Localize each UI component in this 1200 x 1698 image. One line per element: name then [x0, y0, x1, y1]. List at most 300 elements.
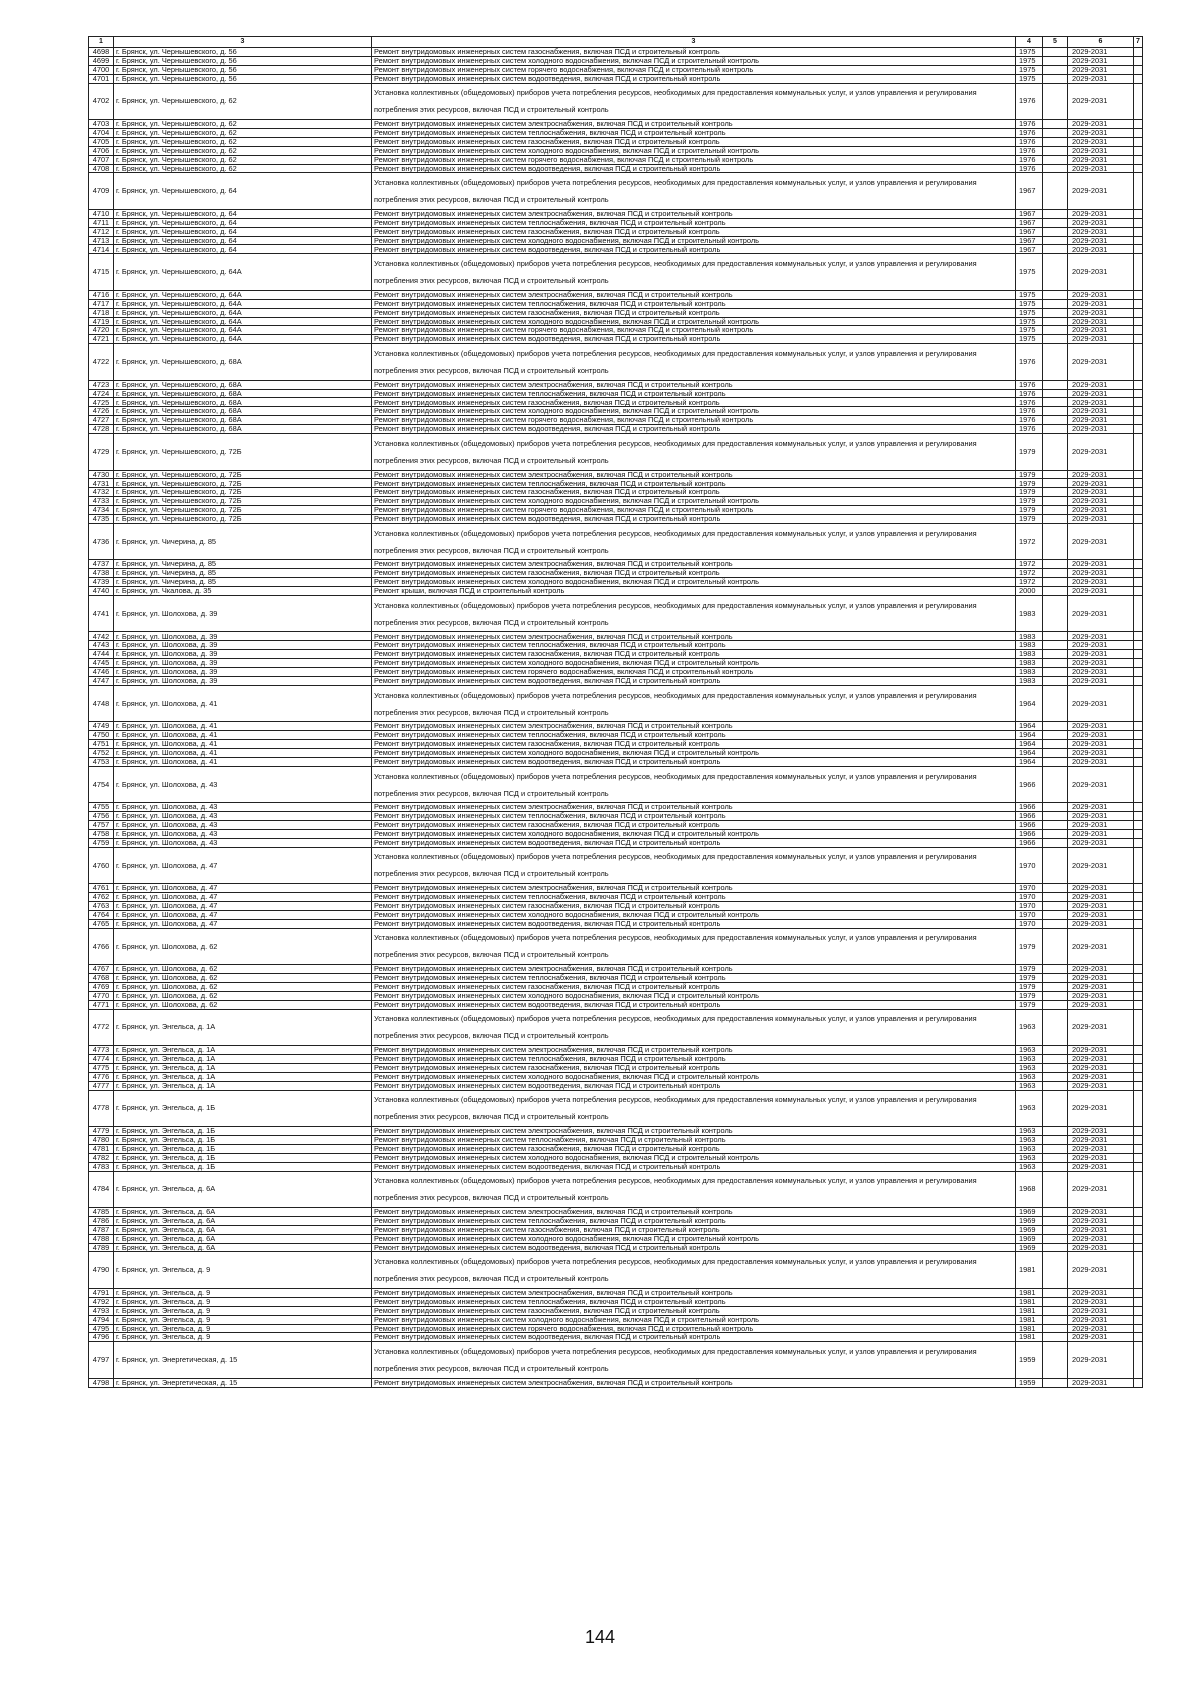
year-cell: 1963 — [1016, 1090, 1043, 1127]
empty-cell — [1043, 1297, 1068, 1306]
year-cell: 1964 — [1016, 740, 1043, 749]
empty-cell — [1043, 847, 1068, 884]
work-type-cell: Ремонт внутридомовых инженерных систем теплоснабжения, включая ПСД и строительный контроль — [372, 1055, 1016, 1064]
table-row — [89, 982, 1143, 991]
table-row — [89, 488, 1143, 497]
address-cell: г. Брянск, ул. Шолохова, д. 39 — [114, 676, 372, 685]
work-type-cell: Ремонт внутридомовых инженерных систем теплоснабжения, включая ПСД и строительный контроль — [372, 1297, 1016, 1306]
row-number-cell: 4790 — [89, 1252, 114, 1289]
period-cell: 2029-2031 — [1068, 1135, 1134, 1144]
period-cell: 2029-2031 — [1068, 1234, 1134, 1243]
note-cell — [1134, 479, 1143, 488]
note-cell — [1134, 74, 1143, 83]
year-cell: 1976 — [1016, 120, 1043, 129]
empty-cell — [1043, 74, 1068, 83]
work-type-cell: Установка коллективных (общедомовых) приборов учета потребления ресурсов, необходимых для предоставления коммунальных услуг, и узлов управления и регулирования потребления этих ресурсов, включая ПСД и строительный контроль — [372, 685, 1016, 722]
note-cell — [1134, 497, 1143, 506]
row-number-cell: 4788 — [89, 1234, 114, 1243]
address-cell: г. Брянск, ул. Чернышевского, д. 62 — [114, 137, 372, 146]
work-type-cell: Ремонт внутридомовых инженерных систем холодного водоснабжения, включая ПСД и строительный контроль — [372, 578, 1016, 587]
table-row — [89, 965, 1143, 974]
empty-cell — [1043, 829, 1068, 838]
work-type-cell: Ремонт внутридомовых инженерных систем теплоснабжения, включая ПСД и строительный контроль — [372, 974, 1016, 983]
year-cell: 1979 — [1016, 1000, 1043, 1009]
period-cell: 2029-2031 — [1068, 595, 1134, 632]
row-number-cell: 4725 — [89, 398, 114, 407]
note-cell — [1134, 164, 1143, 173]
table-row — [89, 1063, 1143, 1072]
year-cell: 1983 — [1016, 641, 1043, 650]
address-cell: г. Брянск, ул. Энгельса, д. 1А — [114, 1055, 372, 1064]
row-number-cell: 4773 — [89, 1046, 114, 1055]
period-cell: 2029-2031 — [1068, 470, 1134, 479]
year-cell: 1975 — [1016, 290, 1043, 299]
year-cell: 1972 — [1016, 569, 1043, 578]
work-type-cell: Установка коллективных (общедомовых) приборов учета потребления ресурсов, необходимых для предоставления коммунальных услуг, и узлов управления и регулирования потребления этих ресурсов, включая ПСД и строительный контроль — [372, 254, 1016, 291]
period-cell: 2029-2031 — [1068, 344, 1134, 381]
year-cell: 1966 — [1016, 829, 1043, 838]
address-cell: г. Брянск, ул. Чернышевского, д. 62 — [114, 146, 372, 155]
note-cell — [1134, 1144, 1143, 1153]
period-cell: 2029-2031 — [1068, 1162, 1134, 1171]
table-row — [89, 722, 1143, 731]
address-cell: г. Брянск, ул. Шолохова, д. 41 — [114, 757, 372, 766]
work-type-cell: Установка коллективных (общедомовых) приборов учета потребления ресурсов, необходимых для предоставления коммунальных услуг, и узлов управления и регулирования потребления этих ресурсов, включая ПСД и строительный контроль — [372, 847, 1016, 884]
table-row — [89, 380, 1143, 389]
address-cell: г. Брянск, ул. Чернышевского, д. 64 — [114, 227, 372, 236]
row-number-cell: 4716 — [89, 290, 114, 299]
note-cell — [1134, 1063, 1143, 1072]
row-number-cell: 4772 — [89, 1009, 114, 1046]
empty-cell — [1043, 803, 1068, 812]
row-number-cell: 4736 — [89, 523, 114, 560]
note-cell — [1134, 1127, 1143, 1136]
year-cell: 1967 — [1016, 236, 1043, 245]
year-cell: 1964 — [1016, 685, 1043, 722]
empty-cell — [1043, 254, 1068, 291]
work-type-cell: Ремонт внутридомовых инженерных систем горячего водоснабжения, включая ПСД и строительный контроль — [372, 326, 1016, 335]
row-number-cell: 4751 — [89, 740, 114, 749]
note-cell — [1134, 389, 1143, 398]
row-number-cell: 4760 — [89, 847, 114, 884]
address-cell: г. Брянск, ул. Чернышевского, д. 64А — [114, 290, 372, 299]
table-row — [89, 740, 1143, 749]
note-cell — [1134, 982, 1143, 991]
note-cell — [1134, 1046, 1143, 1055]
table-row — [89, 821, 1143, 830]
empty-cell — [1043, 65, 1068, 74]
row-number-cell: 4750 — [89, 731, 114, 740]
empty-cell — [1043, 146, 1068, 155]
work-type-cell: Ремонт внутридомовых инженерных систем холодного водоснабжения, включая ПСД и строительный контроль — [372, 829, 1016, 838]
address-cell: г. Брянск, ул. Чернышевского, д. 62 — [114, 155, 372, 164]
note-cell — [1134, 1081, 1143, 1090]
work-type-cell: Установка коллективных (общедомовых) приборов учета потребления ресурсов, необходимых для предоставления коммунальных услуг, и узлов управления и регулирования потребления этих ресурсов, включая ПСД и строительный контроль — [372, 83, 1016, 120]
note-cell — [1134, 722, 1143, 731]
period-cell: 2029-2031 — [1068, 1046, 1134, 1055]
year-cell: 1968 — [1016, 1171, 1043, 1208]
period-cell: 2029-2031 — [1068, 1333, 1134, 1342]
year-cell: 1970 — [1016, 847, 1043, 884]
empty-cell — [1043, 398, 1068, 407]
empty-cell — [1043, 676, 1068, 685]
work-type-cell: Ремонт внутридомовых инженерных систем газоснабжения, включая ПСД и строительный контроль — [372, 1144, 1016, 1153]
year-cell: 1969 — [1016, 1216, 1043, 1225]
table-row — [89, 173, 1143, 210]
note-cell — [1134, 928, 1143, 965]
row-number-cell: 4779 — [89, 1127, 114, 1136]
work-type-cell: Ремонт внутридомовых инженерных систем электроснабжения, включая ПСД и строительный контроль — [372, 1208, 1016, 1217]
table-row — [89, 1072, 1143, 1081]
work-type-cell: Ремонт внутридомовых инженерных систем горячего водоснабжения, включая ПСД и строительный контроль — [372, 65, 1016, 74]
work-type-cell: Ремонт внутридомовых инженерных систем холодного водоснабжения, включая ПСД и строительный контроль — [372, 659, 1016, 668]
year-cell: 1963 — [1016, 1063, 1043, 1072]
row-number-cell: 4699 — [89, 56, 114, 65]
note-cell — [1134, 128, 1143, 137]
empty-cell — [1043, 650, 1068, 659]
table-row — [89, 1171, 1143, 1208]
year-cell: 1979 — [1016, 497, 1043, 506]
work-type-cell: Ремонт внутридомовых инженерных систем теплоснабжения, включая ПСД и строительный контроль — [372, 218, 1016, 227]
year-cell: 1979 — [1016, 965, 1043, 974]
address-cell: г. Брянск, ул. Чернышевского, д. 72Б — [114, 515, 372, 524]
period-cell: 2029-2031 — [1068, 1009, 1134, 1046]
empty-cell — [1043, 569, 1068, 578]
address-cell: г. Брянск, ул. Энгельса, д. 1Б — [114, 1153, 372, 1162]
year-cell: 1975 — [1016, 48, 1043, 57]
year-cell: 1981 — [1016, 1315, 1043, 1324]
note-cell — [1134, 965, 1143, 974]
work-type-cell: Ремонт внутридомовых инженерных систем теплоснабжения, включая ПСД и строительный контроль — [372, 389, 1016, 398]
table-row — [89, 83, 1143, 120]
period-cell: 2029-2031 — [1068, 722, 1134, 731]
note-cell — [1134, 515, 1143, 524]
address-cell: г. Брянск, ул. Чернышевского, д. 72Б — [114, 470, 372, 479]
table-row — [89, 641, 1143, 650]
period-cell: 2029-2031 — [1068, 1315, 1134, 1324]
empty-cell — [1043, 506, 1068, 515]
year-cell: 1983 — [1016, 668, 1043, 677]
table-row — [89, 1208, 1143, 1217]
row-number-cell: 4745 — [89, 659, 114, 668]
year-cell: 1970 — [1016, 901, 1043, 910]
year-cell: 1969 — [1016, 1234, 1043, 1243]
period-cell: 2029-2031 — [1068, 1208, 1134, 1217]
table-row — [89, 389, 1143, 398]
period-cell: 2029-2031 — [1068, 155, 1134, 164]
work-type-cell: Ремонт внутридомовых инженерных систем холодного водоснабжения, включая ПСД и строительный контроль — [372, 236, 1016, 245]
empty-cell — [1043, 290, 1068, 299]
period-cell: 2029-2031 — [1068, 523, 1134, 560]
row-number-cell: 4739 — [89, 578, 114, 587]
table-row — [89, 74, 1143, 83]
note-cell — [1134, 578, 1143, 587]
period-cell: 2029-2031 — [1068, 1225, 1134, 1234]
empty-cell — [1043, 523, 1068, 560]
table-row — [89, 632, 1143, 641]
period-cell: 2029-2031 — [1068, 488, 1134, 497]
period-cell: 2029-2031 — [1068, 740, 1134, 749]
empty-cell — [1043, 1135, 1068, 1144]
table-row — [89, 155, 1143, 164]
work-type-cell: Ремонт внутридомовых инженерных систем газоснабжения, включая ПСД и строительный контроль — [372, 48, 1016, 57]
period-cell: 2029-2031 — [1068, 919, 1134, 928]
empty-cell — [1043, 1306, 1068, 1315]
empty-cell — [1043, 470, 1068, 479]
address-cell: г. Брянск, ул. Чернышевского, д. 72Б — [114, 506, 372, 515]
row-number-cell: 4701 — [89, 74, 114, 83]
empty-cell — [1043, 1144, 1068, 1153]
empty-cell — [1043, 685, 1068, 722]
address-cell: г. Брянск, ул. Энгельса, д. 9 — [114, 1324, 372, 1333]
note-cell — [1134, 821, 1143, 830]
table-row — [89, 1081, 1143, 1090]
period-cell: 2029-2031 — [1068, 407, 1134, 416]
note-cell — [1134, 974, 1143, 983]
note-cell — [1134, 1378, 1143, 1387]
year-cell: 1983 — [1016, 659, 1043, 668]
period-cell: 2029-2031 — [1068, 812, 1134, 821]
table-row — [89, 479, 1143, 488]
row-number-cell: 4791 — [89, 1288, 114, 1297]
row-number-cell: 4796 — [89, 1333, 114, 1342]
address-cell: г. Брянск, ул. Энгельса, д. 1Б — [114, 1135, 372, 1144]
table-row — [89, 523, 1143, 560]
empty-cell — [1043, 587, 1068, 596]
work-type-cell: Ремонт внутридомовых инженерных систем водоотведения, включая ПСД и строительный контроль — [372, 1333, 1016, 1342]
period-cell: 2029-2031 — [1068, 380, 1134, 389]
period-cell: 2029-2031 — [1068, 83, 1134, 120]
address-cell: г. Брянск, ул. Энгельса, д. 1Б — [114, 1090, 372, 1127]
table-row — [89, 317, 1143, 326]
empty-cell — [1043, 1288, 1068, 1297]
table-row — [89, 470, 1143, 479]
address-cell: г. Брянск, ул. Энгельса, д. 1А — [114, 1072, 372, 1081]
work-type-cell: Ремонт внутридомовых инженерных систем водоотведения, включая ПСД и строительный контроль — [372, 335, 1016, 344]
note-cell — [1134, 1297, 1143, 1306]
year-cell: 1964 — [1016, 722, 1043, 731]
period-cell: 2029-2031 — [1068, 884, 1134, 893]
year-cell: 1964 — [1016, 757, 1043, 766]
period-cell: 2029-2031 — [1068, 676, 1134, 685]
period-cell: 2029-2031 — [1068, 731, 1134, 740]
period-cell: 2029-2031 — [1068, 326, 1134, 335]
empty-cell — [1043, 173, 1068, 210]
year-cell: 1981 — [1016, 1333, 1043, 1342]
work-type-cell: Установка коллективных (общедомовых) приборов учета потребления ресурсов, необходимых для предоставления коммунальных услуг, и узлов управления и регулирования потребления этих ресурсов, включая ПСД и строительный контроль — [372, 344, 1016, 381]
work-type-cell: Ремонт внутридомовых инженерных систем электроснабжения, включая ПСД и строительный контроль — [372, 290, 1016, 299]
period-cell: 2029-2031 — [1068, 757, 1134, 766]
year-cell: 1963 — [1016, 1055, 1043, 1064]
address-cell: г. Брянск, ул. Чернышевского, д. 62 — [114, 128, 372, 137]
work-type-cell: Ремонт внутридомовых инженерных систем теплоснабжения, включая ПСД и строительный контроль — [372, 128, 1016, 137]
year-cell: 1979 — [1016, 991, 1043, 1000]
note-cell — [1134, 595, 1143, 632]
address-cell: г. Брянск, ул. Чернышевского, д. 56 — [114, 74, 372, 83]
work-type-cell: Установка коллективных (общедомовых) приборов учета потребления ресурсов, необходимых для предоставления коммунальных услуг, и узлов управления и регулирования потребления этих ресурсов, включая ПСД и строительный контроль — [372, 928, 1016, 965]
row-number-cell: 4778 — [89, 1090, 114, 1127]
period-cell: 2029-2031 — [1068, 1306, 1134, 1315]
address-cell: г. Брянск, ул. Шолохова, д. 43 — [114, 812, 372, 821]
year-cell: 1975 — [1016, 56, 1043, 65]
address-cell: г. Брянск, ул. Шолохова, д. 39 — [114, 650, 372, 659]
period-cell: 2029-2031 — [1068, 1000, 1134, 1009]
empty-cell — [1043, 434, 1068, 471]
table-row — [89, 65, 1143, 74]
row-number-cell: 4780 — [89, 1135, 114, 1144]
work-type-cell: Ремонт внутридомовых инженерных систем холодного водоснабжения, включая ПСД и строительный контроль — [372, 991, 1016, 1000]
empty-cell — [1043, 659, 1068, 668]
table-row — [89, 1162, 1143, 1171]
work-type-cell: Ремонт внутридомовых инженерных систем водоотведения, включая ПСД и строительный контроль — [372, 164, 1016, 173]
year-cell: 1976 — [1016, 380, 1043, 389]
note-cell — [1134, 1288, 1143, 1297]
work-type-cell: Ремонт внутридомовых инженерных систем электроснабжения, включая ПСД и строительный контроль — [372, 1288, 1016, 1297]
period-cell: 2029-2031 — [1068, 1252, 1134, 1289]
work-type-cell: Ремонт внутридомовых инженерных систем водоотведения, включая ПСД и строительный контроль — [372, 515, 1016, 524]
year-cell: 1963 — [1016, 1162, 1043, 1171]
year-cell: 1975 — [1016, 326, 1043, 335]
address-cell: г. Брянск, ул. Чернышевского, д. 64А — [114, 326, 372, 335]
note-cell — [1134, 1234, 1143, 1243]
table-row — [89, 838, 1143, 847]
year-cell: 1975 — [1016, 65, 1043, 74]
address-cell: г. Брянск, ул. Чернышевского, д. 62 — [114, 83, 372, 120]
year-cell: 1967 — [1016, 245, 1043, 254]
address-cell: г. Брянск, ул. Шолохова, д. 43 — [114, 803, 372, 812]
table-row — [89, 578, 1143, 587]
row-number-cell: 4741 — [89, 595, 114, 632]
table-row — [89, 1153, 1143, 1162]
table-row — [89, 650, 1143, 659]
note-cell — [1134, 587, 1143, 596]
table-row — [89, 991, 1143, 1000]
year-cell: 1959 — [1016, 1342, 1043, 1379]
address-cell: г. Брянск, ул. Чернышевского, д. 68А — [114, 425, 372, 434]
period-cell: 2029-2031 — [1068, 821, 1134, 830]
table-row — [89, 1225, 1143, 1234]
address-cell: г. Брянск, ул. Чичерина, д. 85 — [114, 560, 372, 569]
year-cell: 1979 — [1016, 982, 1043, 991]
note-cell — [1134, 83, 1143, 120]
note-cell — [1134, 1342, 1143, 1379]
year-cell: 1972 — [1016, 523, 1043, 560]
empty-cell — [1043, 164, 1068, 173]
address-cell: г. Брянск, ул. Энгельса, д. 6А — [114, 1171, 372, 1208]
empty-cell — [1043, 1009, 1068, 1046]
empty-cell — [1043, 748, 1068, 757]
period-cell: 2029-2031 — [1068, 650, 1134, 659]
work-type-cell: Ремонт внутридомовых инженерных систем электроснабжения, включая ПСД и строительный контроль — [372, 209, 1016, 218]
row-number-cell: 4768 — [89, 974, 114, 983]
empty-cell — [1043, 974, 1068, 983]
empty-cell — [1043, 757, 1068, 766]
table-row — [89, 829, 1143, 838]
year-cell: 1969 — [1016, 1208, 1043, 1217]
work-type-cell: Ремонт внутридомовых инженерных систем водоотведения, включая ПСД и строительный контроль — [372, 245, 1016, 254]
address-cell: г. Брянск, ул. Шолохова, д. 41 — [114, 731, 372, 740]
work-type-cell: Ремонт внутридомовых инженерных систем электроснабжения, включая ПСД и строительный контроль — [372, 632, 1016, 641]
row-number-cell: 4756 — [89, 812, 114, 821]
empty-cell — [1043, 1162, 1068, 1171]
period-cell: 2029-2031 — [1068, 245, 1134, 254]
empty-cell — [1043, 1153, 1068, 1162]
year-cell: 1979 — [1016, 488, 1043, 497]
address-cell: г. Брянск, ул. Шолохова, д. 62 — [114, 1000, 372, 1009]
table-row — [89, 128, 1143, 137]
year-cell: 1970 — [1016, 893, 1043, 902]
work-type-cell: Ремонт внутридомовых инженерных систем электроснабжения, включая ПСД и строительный контроль — [372, 803, 1016, 812]
note-cell — [1134, 1055, 1143, 1064]
period-cell: 2029-2031 — [1068, 1288, 1134, 1297]
empty-cell — [1043, 389, 1068, 398]
table-row — [89, 847, 1143, 884]
address-cell: г. Брянск, ул. Энгельса, д. 1А — [114, 1063, 372, 1072]
row-number-cell: 4742 — [89, 632, 114, 641]
year-cell: 1975 — [1016, 308, 1043, 317]
address-cell: г. Брянск, ул. Энгельса, д. 9 — [114, 1288, 372, 1297]
empty-cell — [1043, 380, 1068, 389]
note-cell — [1134, 1243, 1143, 1252]
table-row — [89, 676, 1143, 685]
work-type-cell: Ремонт внутридомовых инженерных систем теплоснабжения, включая ПСД и строительный контроль — [372, 1216, 1016, 1225]
table-row — [89, 425, 1143, 434]
note-cell — [1134, 1208, 1143, 1217]
row-number-cell: 4754 — [89, 766, 114, 803]
note-cell — [1134, 838, 1143, 847]
period-cell: 2029-2031 — [1068, 416, 1134, 425]
table-row — [89, 1000, 1143, 1009]
address-cell: г. Брянск, ул. Чернышевского, д. 64 — [114, 245, 372, 254]
work-type-cell: Установка коллективных (общедомовых) приборов учета потребления ресурсов, необходимых для предоставления коммунальных услуг, и узлов управления и регулирования потребления этих ресурсов, включая ПСД и строительный контроль — [372, 595, 1016, 632]
table-row — [89, 1055, 1143, 1064]
address-cell: г. Брянск, ул. Чернышевского, д. 72Б — [114, 488, 372, 497]
period-cell: 2029-2031 — [1068, 838, 1134, 847]
address-cell: г. Брянск, ул. Чернышевского, д. 68А — [114, 416, 372, 425]
work-type-cell: Ремонт внутридомовых инженерных систем холодного водоснабжения, включая ПСД и строительный контроль — [372, 146, 1016, 155]
table-row — [89, 1243, 1143, 1252]
year-cell: 1979 — [1016, 928, 1043, 965]
note-cell — [1134, 120, 1143, 129]
work-type-cell: Ремонт внутридомовых инженерных систем водоотведения, включая ПСД и строительный контроль — [372, 676, 1016, 685]
empty-cell — [1043, 641, 1068, 650]
address-cell: г. Брянск, ул. Чернышевского, д. 64 — [114, 209, 372, 218]
period-cell: 2029-2031 — [1068, 1297, 1134, 1306]
row-number-cell: 4785 — [89, 1208, 114, 1217]
empty-cell — [1043, 245, 1068, 254]
row-number-cell: 4765 — [89, 919, 114, 928]
column-header: 5 — [1043, 37, 1068, 48]
table-row — [89, 731, 1143, 740]
address-cell: г. Брянск, ул. Чернышевского, д. 64А — [114, 299, 372, 308]
work-type-cell: Установка коллективных (общедомовых) приборов учета потребления ресурсов, необходимых для предоставления коммунальных услуг, и узлов управления и регулирования потребления этих ресурсов, включая ПСД и строительный контроль — [372, 523, 1016, 560]
table-row — [89, 1234, 1143, 1243]
row-number-cell: 4713 — [89, 236, 114, 245]
empty-cell — [1043, 1072, 1068, 1081]
table-row — [89, 560, 1143, 569]
address-cell: г. Брянск, ул. Шолохова, д. 47 — [114, 847, 372, 884]
table-row — [89, 1378, 1143, 1387]
note-cell — [1134, 326, 1143, 335]
period-cell: 2029-2031 — [1068, 766, 1134, 803]
address-cell: г. Брянск, ул. Энгельса, д. 1А — [114, 1081, 372, 1090]
empty-cell — [1043, 578, 1068, 587]
year-cell: 1975 — [1016, 317, 1043, 326]
address-cell: г. Брянск, ул. Шолохова, д. 47 — [114, 893, 372, 902]
work-type-cell: Установка коллективных (общедомовых) приборов учета потребления ресурсов, необходимых для предоставления коммунальных услуг, и узлов управления и регулирования потребления этих ресурсов, включая ПСД и строительный контроль — [372, 434, 1016, 471]
address-cell: г. Брянск, ул. Энергетическая, д. 15 — [114, 1378, 372, 1387]
row-number-cell: 4743 — [89, 641, 114, 650]
